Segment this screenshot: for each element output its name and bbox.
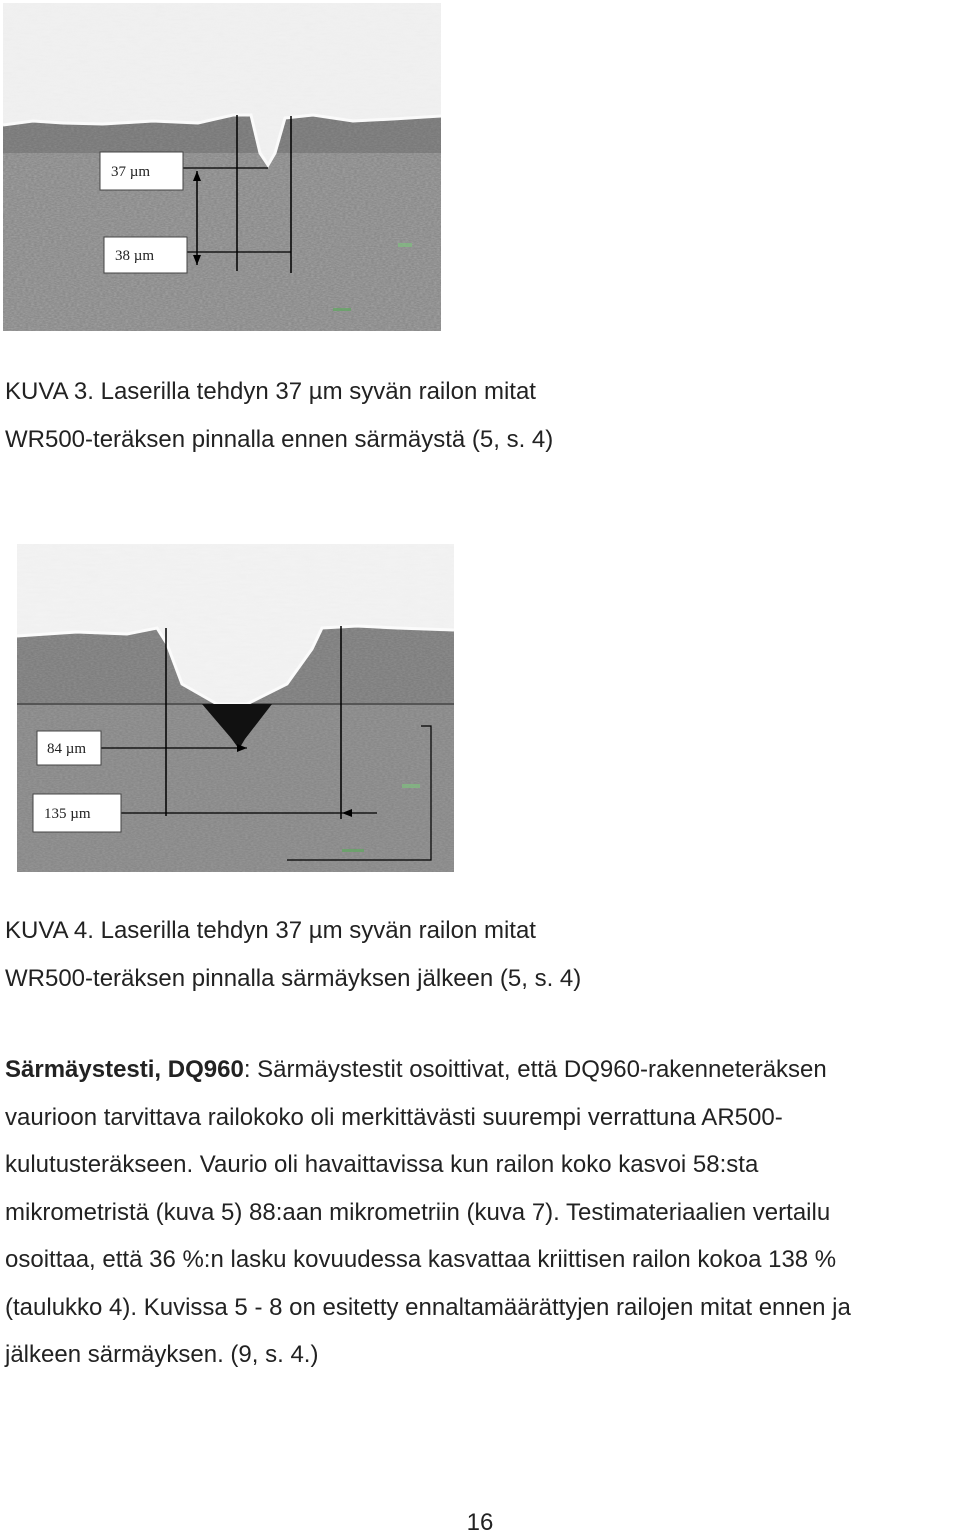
micrograph-figure-3-image [3, 3, 441, 331]
paragraph-line-1-text: : Särmäystestit osoittivat, että DQ960-rakenneteräksen [243, 1056, 827, 1083]
figure-3-caption-line-2: WR500-teräksen pinnalla ennen särmäystä (5, s. 4) [5, 426, 554, 453]
figure-4-caption-line-2: WR500-teräksen pinnalla särmäyksen jälkeen (5, s. 4) [5, 965, 582, 992]
figure4-label-135um: 135 µm [44, 806, 91, 822]
micrograph-figure-4-image [17, 544, 454, 872]
figure4-label-84um: 84 µm [47, 741, 87, 757]
micrograph-figure-4 [17, 544, 454, 872]
paragraph-line-1 [5, 1046, 957, 1094]
paragraph-line-5: osoittaa, että 36 %:n lasku kovuudessa kasvattaa kriittisen railon kokoa 138 % [5, 1246, 837, 1273]
figure-3-caption [5, 368, 553, 464]
body-paragraph [5, 1046, 957, 1379]
micrograph-figure-3 [3, 3, 441, 331]
page-number: 16 [466, 1509, 494, 1536]
paragraph-term: Särmäystesti, DQ960 [5, 1056, 244, 1083]
figure-4-caption [5, 907, 581, 1003]
paragraph-line-2: vaurioon tarvittava railokoko oli merkittävästi suurempi verrattuna AR500- [5, 1103, 783, 1131]
figure-3-caption-line-1: KUVA 3. Laserilla tehdyn 37 µm syvän railon mitat [5, 378, 536, 405]
figure-4-caption-line-1: KUVA 4. Laserilla tehdyn 37 µm syvän railon mitat [5, 917, 536, 944]
figure3-label-38um: 38 µm [115, 248, 155, 264]
paragraph-line-3: kulutusteräkseen. Vaurio oli havaittavissa kun railon koko kasvoi 58:sta [5, 1151, 759, 1178]
paragraph-line-7: jälkeen särmäyksen. (9, s. 4.) [5, 1341, 319, 1368]
paragraph-line-6: (taulukko 4). Kuvissa 5 - 8 on esitetty ennaltamäärättyjen railojen mitat ennen ja [5, 1293, 851, 1321]
figure3-label-37um: 37 µm [111, 164, 151, 180]
paragraph-line-4: mikrometristä (kuva 5) 88:aan mikrometriin (kuva 7). Testimateriaalien vertailu [5, 1198, 831, 1226]
